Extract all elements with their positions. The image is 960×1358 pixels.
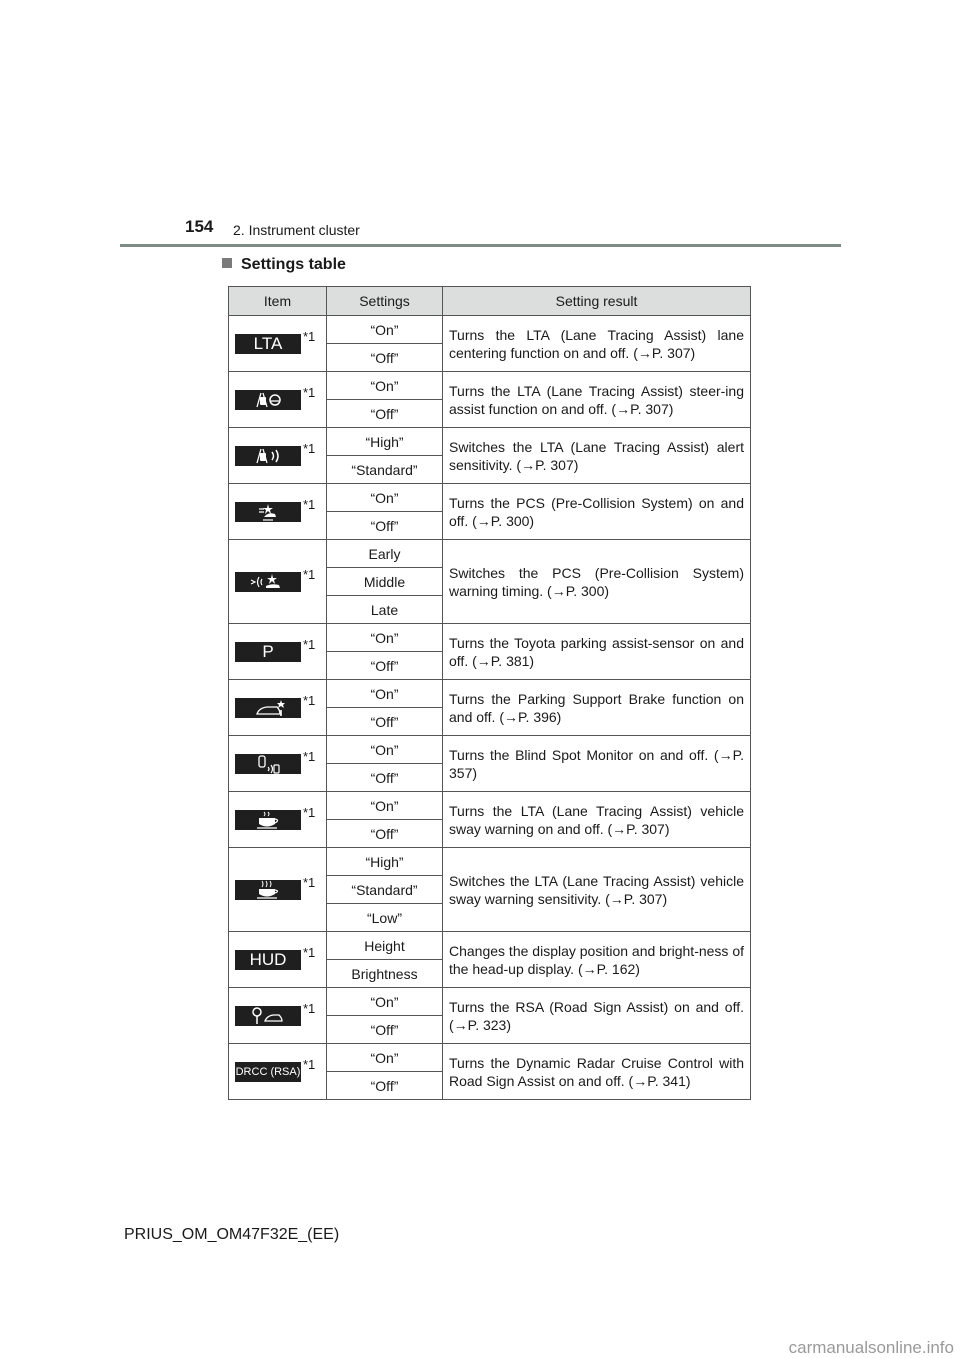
setting-value: “Off” [327, 820, 443, 848]
setting-value: “On” [327, 316, 443, 344]
table-row [229, 932, 751, 960]
column-header-settings: Settings [327, 287, 443, 316]
setting-result: Turns the Dynamic Radar Cruise Control with Road Sign Assist on and off. (→P. 341) [443, 1044, 751, 1100]
footnote-mark: *1 [303, 748, 316, 764]
setting-value: “On” [327, 1044, 443, 1072]
table-row [229, 680, 751, 708]
page-number: 154 [185, 217, 214, 236]
pcs-icon [235, 502, 301, 522]
setting-value: “On” [327, 736, 443, 764]
sway-warning-icon [235, 810, 301, 830]
setting-value: “On” [327, 680, 443, 708]
table-row [229, 736, 751, 764]
parking-support-brake-icon [235, 698, 301, 718]
setting-value: “On” [327, 624, 443, 652]
column-header-setting-result: Setting result [443, 287, 751, 316]
footnote-mark: *1 [303, 440, 316, 456]
setting-result: Turns the LTA (Lane Tracing Assist) steer-ing assist function on and off. (→P. 307) [443, 372, 751, 428]
setting-result: Turns the PCS (Pre-Collision System) on and off. (→P. 300) [443, 484, 751, 540]
setting-value: “High” [327, 428, 443, 456]
setting-result: Turns the Parking Support Brake function on and off. (→P. 396) [443, 680, 751, 736]
parking-assist-sensor-icon: P [235, 642, 301, 662]
table-header-row [229, 287, 751, 316]
table-row [229, 1044, 751, 1072]
setting-result: Turns the LTA (Lane Tracing Assist) vehicle sway warning on and off. (→P. 307) [443, 792, 751, 848]
item-cell [229, 428, 327, 484]
footnote-mark: *1 [303, 496, 316, 512]
table-row [229, 988, 751, 1016]
table-row [229, 540, 751, 568]
column-header-item: Item [229, 287, 327, 316]
setting-value: Early [327, 540, 443, 568]
item-cell [229, 988, 327, 1044]
setting-result: Changes the display position and bright-ness of the head-up display. (→P. 162) [443, 932, 751, 988]
footnote-mark: *1 [303, 1056, 316, 1072]
setting-value: “On” [327, 988, 443, 1016]
settings-heading [222, 256, 346, 274]
setting-value: “Low” [327, 904, 443, 932]
item-cell [229, 736, 327, 792]
setting-value: Height [327, 932, 443, 960]
table-row [229, 484, 751, 512]
sway-sensitivity-icon [235, 880, 301, 900]
item-cell [229, 932, 327, 988]
setting-value: “Off” [327, 512, 443, 540]
table-row [229, 624, 751, 652]
setting-value: “Off” [327, 344, 443, 372]
pcs-warning-timing-icon [235, 572, 301, 592]
document-code: PRIUS_OM_OM47F32E_(EE) [124, 1226, 340, 1243]
item-cell [229, 848, 327, 932]
settings-table [228, 286, 751, 1100]
item-cell [229, 540, 327, 624]
item-cell [229, 316, 327, 372]
section-title: 2. Instrument cluster [233, 222, 360, 238]
footnote-mark: *1 [303, 384, 316, 400]
setting-value: “Off” [327, 1016, 443, 1044]
lta-steering-assist-icon [235, 390, 301, 410]
hud-icon: HUD [235, 950, 301, 970]
table-row [229, 316, 751, 344]
footnote-mark: *1 [303, 804, 316, 820]
setting-value: Brightness [327, 960, 443, 988]
setting-value: “Standard” [327, 876, 443, 904]
lta-alert-sensitivity-icon [235, 446, 301, 466]
table-row [229, 372, 751, 400]
table-body [229, 316, 751, 1100]
setting-value: Late [327, 596, 443, 624]
item-cell [229, 792, 327, 848]
setting-value: “Off” [327, 652, 443, 680]
setting-value: “Off” [327, 400, 443, 428]
header-rule [120, 244, 841, 247]
setting-result: Switches the LTA (Lane Tracing Assist) alert sensitivity. (→P. 307) [443, 428, 751, 484]
footnote-mark: *1 [303, 944, 316, 960]
watermark: carmanualsonline.info [788, 1338, 954, 1357]
setting-value: “Off” [327, 764, 443, 792]
footnote-mark: *1 [303, 692, 316, 708]
setting-value: Middle [327, 568, 443, 596]
rsa-icon [235, 1006, 301, 1026]
footnote-mark: *1 [303, 1000, 316, 1016]
item-cell [229, 1044, 327, 1100]
table-row [229, 428, 751, 456]
setting-value: “Standard” [327, 456, 443, 484]
table-row [229, 792, 751, 820]
lta-icon: LTA [235, 334, 301, 354]
square-bullet-icon [222, 258, 232, 268]
footnote-mark: *1 [303, 636, 316, 652]
footnote-mark: *1 [303, 328, 316, 344]
item-cell [229, 680, 327, 736]
setting-value: “On” [327, 372, 443, 400]
setting-result: Turns the Blind Spot Monitor on and off. (→P. 357) [443, 736, 751, 792]
setting-value: “On” [327, 484, 443, 512]
item-cell [229, 624, 327, 680]
setting-result: Turns the RSA (Road Sign Assist) on and off. (→P. 323) [443, 988, 751, 1044]
setting-result: Switches the PCS (Pre-Collision System) warning timing. (→P. 300) [443, 540, 751, 624]
item-cell [229, 372, 327, 428]
settings-heading-text: Settings table [241, 256, 346, 273]
setting-value: “On” [327, 792, 443, 820]
setting-value: “Off” [327, 1072, 443, 1100]
setting-value: “High” [327, 848, 443, 876]
setting-value: “Off” [327, 708, 443, 736]
setting-result: Switches the LTA (Lane Tracing Assist) vehicle sway warning sensitivity. (→P. 307) [443, 848, 751, 932]
drcc-rsa-icon: DRCC (RSA) [235, 1062, 301, 1082]
setting-result: Turns the Toyota parking assist-sensor on and off. (→P. 381) [443, 624, 751, 680]
footnote-mark: *1 [303, 566, 316, 582]
footnote-mark: *1 [303, 874, 316, 890]
item-cell [229, 484, 327, 540]
table-row [229, 848, 751, 876]
setting-result: Turns the LTA (Lane Tracing Assist) lane centering function on and off. (→P. 307) [443, 316, 751, 372]
blind-spot-monitor-icon [235, 754, 301, 774]
